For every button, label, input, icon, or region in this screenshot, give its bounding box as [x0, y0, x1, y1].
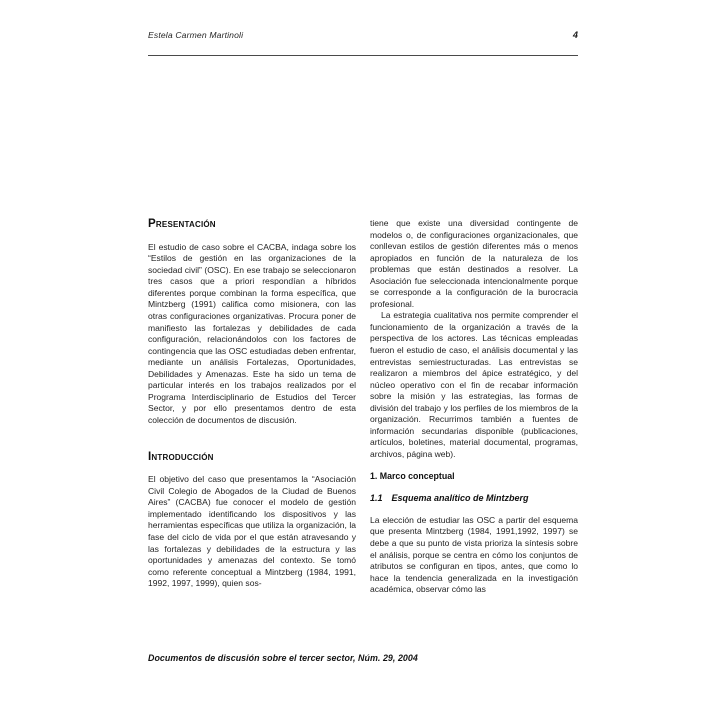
subsection-heading-marco-conceptual: 1. Marco conceptual — [370, 471, 455, 482]
subsection-heading-esquema-analitico — [370, 493, 578, 503]
running-head — [148, 30, 578, 40]
paragraph-introduccion-continued: tiene que existe una diversidad contingente de modelos o, de configuraciones organizacionales, que conllevan estilos de gestión diferentes más o menos apropiados en función de la naturaleza de los problemas que están destinados a resolver. La Asociación fue seleccionada intencionalmente porque se corresponde a la configuración de la burocracia profesional. — [370, 218, 578, 309]
paragraph-introduccion: El objetivo del caso que presentamos la “Asociación Civil Colegio de Abogados de la Ciudad de Buenos Aires” (CACBA) fue conocer el modelo de gestión implementado identificando los dispositivos y las herramientas específicas que utiliza la organización, la fase del ciclo de vida por el que están atravesando y las fortalezas y debilidades de la estructura y las oportunidades y amenazas del contexto. Se tomó como referente conceptual a Mintzberg (1984, 1991, 1992, 1997, 1999), quien sos- — [148, 474, 356, 589]
paragraph-presentacion: El estudio de caso sobre el CACBA, indaga sobre los “Estilos de gestión en las organizaciones de la sociedad civil” (OSC). En ese trabajo se seleccionaron tres casos que a priori respondían a híbridos diferentes porque combinan la forma específica, que Mintzberg (1991) califica como misionera, con las otras configuraciones organizativas. Procura poner de manifiesto las fortalezas y debilidades de cada configuración, relacionándolos con los factores de contingencia que las OSC estudiadas deben enfrentar, mediante un análisis Fortalezas, Oportunidades, Debilidades y Amenazas. Este ha sido un tema de particular interés en los trabajos realizados por el Programa Interdisciplinario de Estudios del Tercer Sector, y por ello presentamos dentro de esta colección de documentos de discusión. — [148, 241, 356, 425]
page-number: 4 — [572, 30, 578, 40]
right-column — [370, 218, 578, 630]
running-head-author: Estela Carmen Martinoli — [148, 30, 244, 40]
header-rule — [148, 55, 578, 56]
subsection-number: 1.1 — [370, 492, 383, 503]
subsection-title: Esquema analítico de Mintzberg — [391, 492, 529, 503]
paragraph-estrategia-cualitativa: La estrategia cualitativa nos permite comprender el funcionamiento de la organización a través de la perspectiva de los actores. Las técnicas empleadas fueron el estudio de caso, el análisis documental y las entrevistas semiestructuradas. Las entrevistas se realizaron a miembros del ápice estratégico, y del núcleo operativo con el fin de recabar información sobre la misión y las estrategias, las formas de división del trabajo y los perfiles de los miembros de la organización. Recurrimos también a fuentes de información secundarias disponible (publicaciones, artículos, boletines, material documental, programas, archivos, página web). — [370, 310, 578, 459]
section-heading-introduccion: Introducción — [148, 449, 214, 463]
paragraph-eleccion-osc: La elección de estudiar las OSC a partir del esquema que presenta Mintzberg (1984, 1991,1992, 1997) se debe a que su punto de vista prioriza la síntesis sobre el análisis, porque se centra en cómo los conjuntos de atributos se configuran en tipos, antes, que como lo hace la tendencia generalizada en la investigación académica, observar cómo las — [370, 514, 578, 595]
section-heading-presentacion: Presentación — [148, 217, 216, 230]
left-column — [148, 218, 356, 630]
two-column-body — [148, 218, 578, 630]
page-footer — [148, 648, 578, 666]
footer-series-line: Documentos de discusión sobre el tercer sector, Núm. 29, 2004 — [148, 653, 418, 663]
